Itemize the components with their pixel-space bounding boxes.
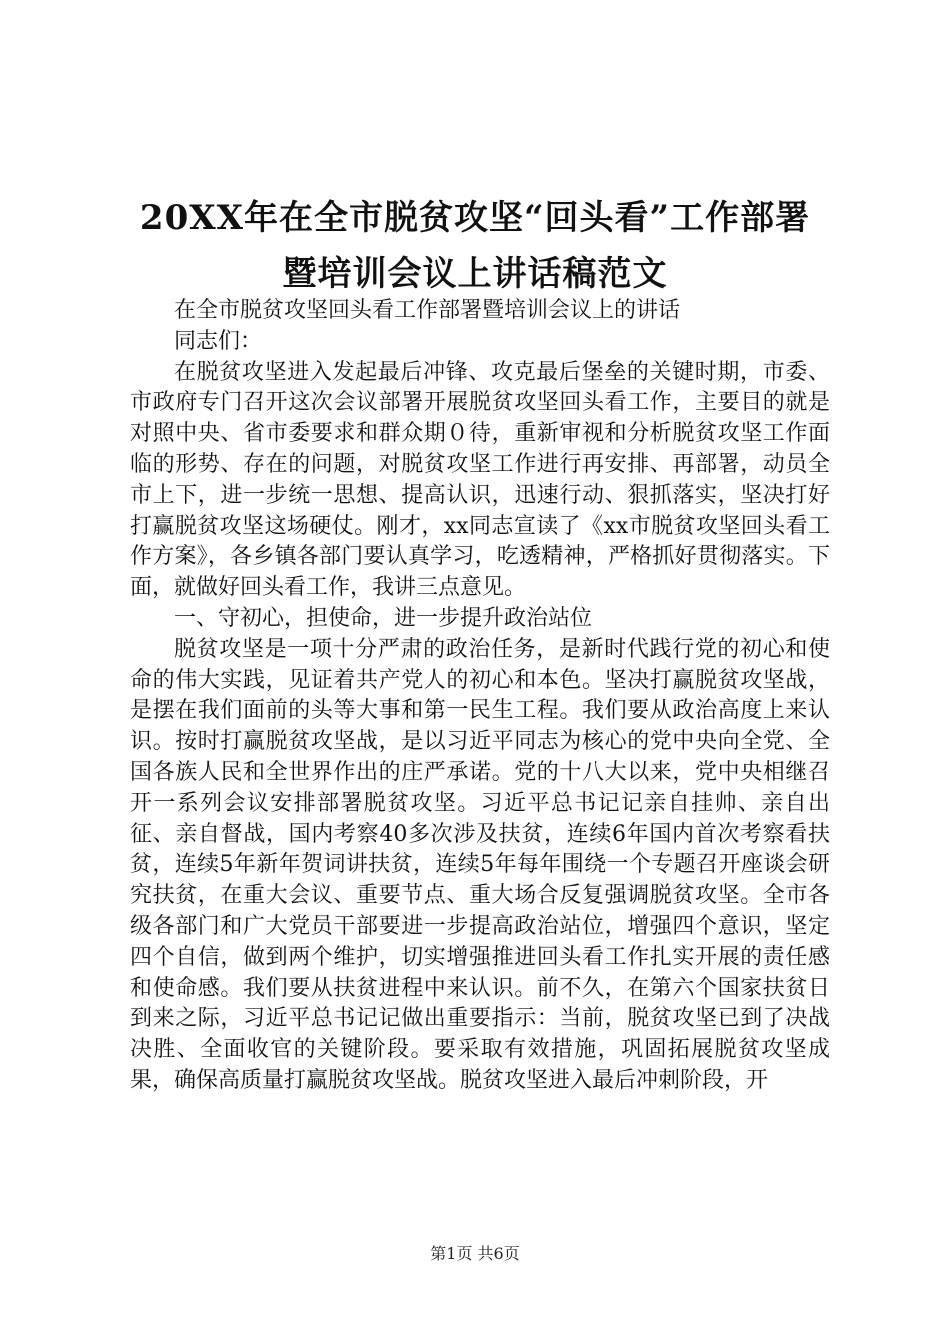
document-title-line-1: 20XX年在全市脱贫攻坚“回头看”工作部署 <box>139 198 811 238</box>
document-body <box>130 296 830 1097</box>
speech-heading: 在全市脱贫攻坚回头看工作部署暨培训会议上的讲话 <box>174 298 681 323</box>
section-heading: 一、守初心，担使命，进一步提升政治站位 <box>174 605 593 631</box>
salutation: 同志们： <box>174 328 263 354</box>
body-paragraph: 脱贫攻坚是一项十分严肃的政治任务，是新时代践行党的初心和使命的伟大实践，见证着共产党人的初心和本色。坚决打赢脱贫攻坚战，是摆在我们面前的头等大事和第一民生工程。我们要从政治高度上来认识。按时打赢脱贫攻坚战，是以习近平同志为核心的党中央向全党、全国各族人民和全世界作出的庄严承诺。党的十八大以来，党中央相继召开一系列会议安排部署脱贫攻坚。习近平总书记记亲自挂帅、亲自出征、亲自督战，国内考察40多次涉及扶贫，连续6年国内首次考察看扶贫，连续5年新年贺词讲扶贫，连续5年每年围绕一个专题召开座谈会研究扶贫，在重大会议、重要节点、重大场合反复强调脱贫攻坚。全市各级各部门和广大党员干部要进一步提高政治站位，增强四个意识，坚定四个自信，做到两个维护，切实增强推进回头看工作扎实开展的责任感和使命感。我们要从扶贫进程中来认识。前不久，在第六个国家扶贫日到来之际，习近平总书记记做出重要指示：当前，脱贫攻坚已到了决战决胜、全面收官的关键阶段。要采取有效措施，巩固拓展脱贫攻坚成果，确保高质量打赢脱贫攻坚战。脱贫攻坚进入最后冲刺阶段，开 <box>130 636 830 1093</box>
body-paragraph: 在脱贫攻坚进入发起最后冲锋、攻克最后堡垒的关键时期，市委、市政府专门召开这次会议部署开展脱贫攻坚回头看工作，主要目的就是对照中央、省市委要求和群众期０待，重新审视和分析脱贫攻坚工作面临的形势、存在的问题，对脱贫攻坚工作进行再安排、再部署，动员全市上下，进一步统一思想、提高认识，迅速行动、狠抓落实，坚决打好打赢脱贫攻坚这场硬仗。刚才，xx同志宣读了《xx市脱贫攻坚回头看工作方案》，各乡镇各部门要认真学习，吃透精神，严格抓好贯彻落实。下面，就做好回头看工作，我讲三点意见。 <box>130 359 830 601</box>
document-title-line-2: 暨培训会议上讲话稿范文 <box>282 254 668 294</box>
page-footer: 第1页 共6页 <box>430 1244 520 1263</box>
